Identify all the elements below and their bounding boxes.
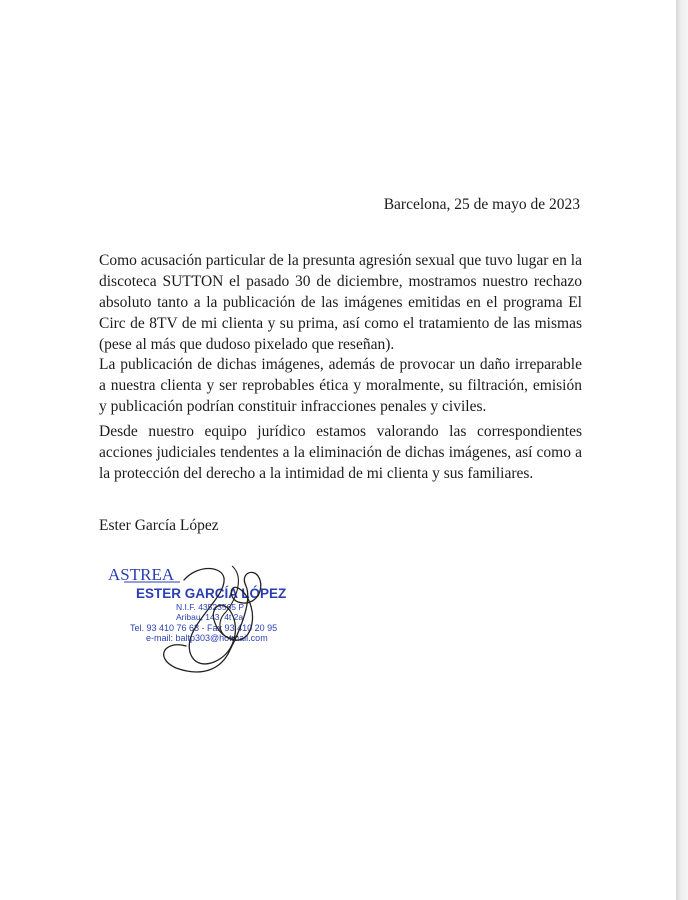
paragraph-2: La publicación de dichas imágenes, además de provocar un daño irreparable a nuestra clienta y ser reprobables ética y moralmente, su filtración, emisión y publicación podrían constituir infracciones penales y civiles. (99, 356, 582, 415)
stamp-phones: Tel. 93 410 76 68 - Fax 93 410 20 95 (130, 623, 278, 633)
stamp-address: Aribau, 143, 4t 2a (176, 612, 244, 622)
signer-name: Ester García López (99, 517, 219, 534)
letter-date: Barcelona, 25 de mayo de 2023 (383, 196, 580, 213)
page-edge-shadow (676, 0, 688, 900)
stamp-email: e-mail: baltp303@hotmail.com (146, 633, 268, 643)
paragraph-1: Como acusación particular de la presunta agresión sexual que tuvo lugar en la discoteca SUTTON el pasado 30 de diciembre, mostramos nuestro rechazo absoluto tanto a la publicación de las imágenes emitidas en el programa El Circ de 8TV de mi clienta y su prima, así como el tratamiento de las mismas (pese al más que dudoso pixelado que reseñan). (99, 252, 582, 353)
stamp-name: ESTER GARCÍA LÓPEZ (136, 586, 287, 601)
stamp-nif: N.I.F. 43523565 P (176, 602, 245, 612)
law-firm-stamp (106, 560, 336, 680)
stamp-graphic (106, 560, 336, 680)
stamp-firm: ASTREA (108, 565, 175, 584)
paragraph-3: Desde nuestro equipo jurídico estamos valorando las correspondientes acciones judiciales tendentes a la eliminación de dichas imágenes, así como a la protección del derecho a la intimidad de mi clienta y sus familiares. (99, 423, 582, 482)
